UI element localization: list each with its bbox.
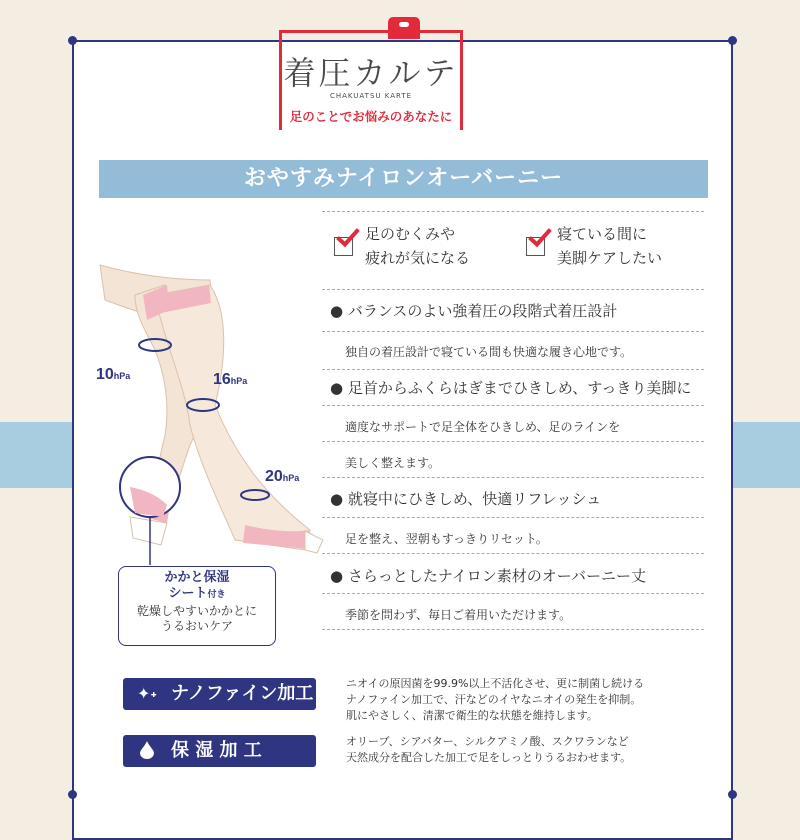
logo-subtitle: CHAKUATSU KARTE xyxy=(329,92,413,100)
nanofine-label: ナノファイン加工 xyxy=(171,683,314,704)
pressure-label-16 xyxy=(213,371,247,389)
clipboard-tab-icon xyxy=(388,17,420,39)
corner-dot xyxy=(68,790,77,799)
corner-dot xyxy=(68,36,77,45)
divider xyxy=(322,517,704,518)
logo-title: 着圧カルテ xyxy=(283,54,459,92)
divider xyxy=(322,477,704,478)
water-drop-icon xyxy=(123,735,171,767)
moisture-text-line: 天然成分を配合した加工で足をしっとりうるおわせます。 xyxy=(346,751,632,764)
check-2-line2: 美脚ケアしたい xyxy=(557,249,663,267)
divider xyxy=(322,441,704,442)
feature-title: ● 就寝中にひきしめ、快適リフレッシュ xyxy=(330,490,602,508)
nanofine-pill xyxy=(123,678,316,710)
divider xyxy=(322,405,704,406)
divider xyxy=(322,629,704,630)
heel-desc xyxy=(118,604,276,634)
feature-desc: 季節を問わず、毎日ご着用いただけます。 xyxy=(345,608,572,622)
pressure-label-10 xyxy=(96,366,130,384)
pressure-unit: hPa xyxy=(230,376,248,386)
moisture-text-line: オリーブ、シアバター、シルクアミノ酸、スクワランなど xyxy=(346,735,629,748)
heel-title-line1: かかと保湿 xyxy=(164,570,230,585)
corner-dot xyxy=(728,36,737,45)
heel-title2: シート xyxy=(168,586,208,601)
product-name-bar: おやすみナイロンオーバーニー xyxy=(99,160,708,198)
corner-dot xyxy=(728,790,737,799)
pressure-unit: hPa xyxy=(282,473,300,483)
heel-title-line2 xyxy=(118,586,276,603)
heel-desc-line1: 乾燥しやすいかかとに xyxy=(136,604,257,618)
divider xyxy=(322,553,704,554)
feature-title: ● 足首からふくらはぎまでひきしめ、すっきり美脚に xyxy=(330,379,692,397)
check-item-2 xyxy=(557,222,662,270)
moisture-label: 保 湿 加 工 xyxy=(171,740,262,761)
moisture-pill xyxy=(123,735,316,767)
pressure-value: 10 xyxy=(96,366,114,383)
pressure-unit: hPa xyxy=(113,371,131,381)
logo-tagline: 足のことでお悩みのあなたに xyxy=(289,109,453,124)
check-item-1 xyxy=(365,222,470,270)
clipboard-hole xyxy=(399,22,409,27)
pressure-label-20 xyxy=(265,468,299,486)
leg-illustration xyxy=(95,255,335,565)
heel-badge: 付き xyxy=(207,590,226,600)
divider xyxy=(322,289,704,290)
feature-desc: 美しく整えます。 xyxy=(345,456,441,470)
nanofine-text-line: ナノファイン加工で、汗などのイヤなニオイの発生を抑制。 xyxy=(346,693,642,706)
divider xyxy=(322,211,704,212)
check-2-line1: 寝ている間に xyxy=(557,225,648,243)
feature-desc: 適度なサポートで足全体をひきしめ、足のラインを xyxy=(345,420,621,434)
divider xyxy=(322,369,704,370)
moisture-text xyxy=(346,734,631,766)
nanofine-text-line: ニオイの原因菌を99.9%以上不活化させ、更に制菌し続ける xyxy=(346,677,645,690)
check-1-line2: 疲れが気になる xyxy=(365,249,471,267)
pressure-value: 16 xyxy=(213,371,231,388)
feature-title: ● バランスのよい強着圧の段階式着圧設計 xyxy=(330,302,618,320)
divider xyxy=(322,331,704,332)
heel-desc-line2: うるおいケア xyxy=(160,619,233,633)
sparkle-icon: ✦˖ xyxy=(136,684,158,703)
feature-desc: 足を整え、翌朝もすっきりリセット。 xyxy=(345,532,548,546)
feature-title: ● さらっとしたナイロン素材のオーバーニー丈 xyxy=(330,567,647,585)
nanofine-text-line: 肌にやさしく、清潔で衛生的な状態を維持します。 xyxy=(346,709,598,722)
divider xyxy=(322,593,704,594)
pressure-value: 20 xyxy=(265,468,283,485)
check-1-line1: 足のむくみや xyxy=(365,225,456,243)
feature-desc: 独自の着圧設計で寝ている間も快適な履き心地です。 xyxy=(345,345,633,359)
heel-title xyxy=(118,570,276,603)
nanofine-text xyxy=(346,676,644,724)
